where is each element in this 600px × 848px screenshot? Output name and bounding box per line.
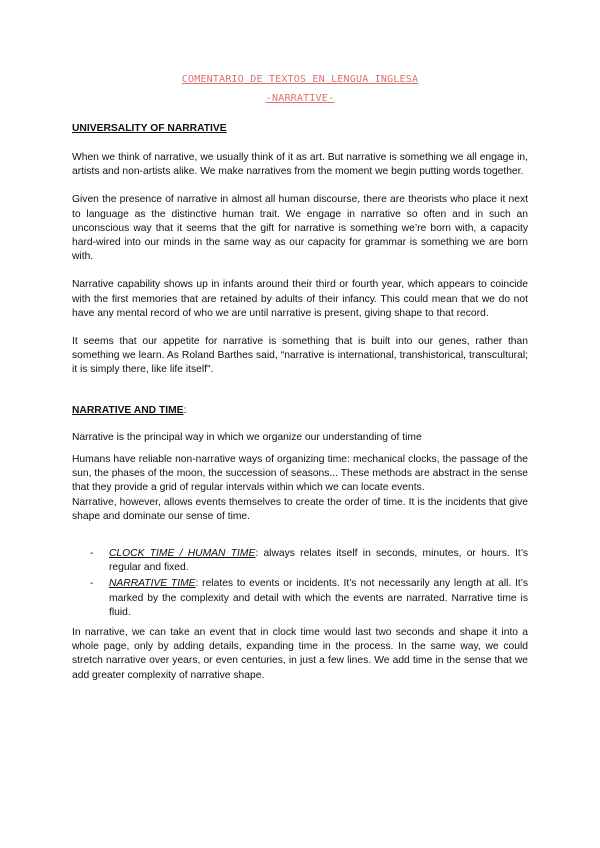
section-title-narrative-time — [72, 405, 186, 416]
list-dash: - — [90, 548, 94, 559]
paragraph: Humans have reliable non-narrative ways of organizing time: mechanical clocks, the passage of the sun, the phases of the moon, the succession of seasons... These methods are abstract in the sense that they provide a grid of regular intervals within which we can locate events. — [72, 454, 528, 494]
section-title-text: UNIVERSALITY OF NARRATIVE — [72, 123, 227, 134]
list-dash: - — [90, 578, 94, 590]
paragraph: Narrative, however, allows events themselves to create the order of time. It is the incidents that give shape and dominate our sense of time. — [72, 496, 528, 522]
paragraph: Narrative capability shows up in infants around their third or fourth year, which appears to coincide with the first memories that are retained by adults of their infancy. This could mean that we do not have any mental record of who we are until narrative is present, giving shape to that record. — [72, 279, 528, 319]
section-universality-body — [72, 151, 528, 378]
list-item — [90, 577, 528, 620]
paragraph: When we think of narrative, we usually think of it as art. But narrative is something we all engage in, artists and non-artists alike. We make narratives from the moment we begin putting words together. — [72, 152, 528, 178]
list-text: : always relates itself in seconds, minutes, or hours. It’s regular and fixed. — [109, 548, 528, 574]
list-term: NARRATIVE TIME — [109, 578, 196, 590]
section-time-body — [72, 453, 528, 524]
list-item — [90, 547, 528, 575]
list-term: CLOCK TIME / HUMAN TIME — [109, 548, 256, 559]
document-header-title: COMENTARIO DE TEXTOS EN LENGUA INGLESA — [181, 74, 419, 85]
time-types-list — [90, 547, 528, 622]
paragraph: Given the presence of narrative in almost all human discourse, there are theorists who place it next to language as the distinctive human trait. We engage in narrative so often and in such an unconscious way that it seems that the gift for narrative is something we’re born with, a capacity hard-wired into our minds in the same way as our capacity for grammar is something we are born with. — [72, 194, 528, 263]
paragraph: Narrative is the principal way in which we organize our understanding of time — [72, 432, 422, 443]
section-time-closing — [72, 626, 528, 683]
section-title-colon: : — [183, 405, 187, 416]
section-time-intro — [72, 431, 528, 445]
paragraph: In narrative, we can take an event that in clock time would last two seconds and shape it into a whole page, only by adding details, expanding time in the process. In the same way, we could stretch narrative over years, or even centuries, in just a few lines. We add time in the sense that we add greater complexity of narrative shape. — [72, 627, 528, 681]
paragraph: It seems that our appetite for narrative is something that is built into our genes, rather than something we learn. As Roland Barthes said, “narrative is international, transhistorical, transcultural; it is simply there, like life itself”. — [72, 336, 528, 376]
document-header-subtitle: -NARRATIVE- — [265, 93, 335, 104]
list-text: : relates to events or incidents. It’s not necessarily any length at all. It’s marked by the complexity and detail with which the events are narrated. Narrative time is fluid. — [109, 578, 528, 618]
section-title-text: NARRATIVE AND TIME — [72, 405, 184, 416]
section-title-universality — [72, 123, 227, 134]
